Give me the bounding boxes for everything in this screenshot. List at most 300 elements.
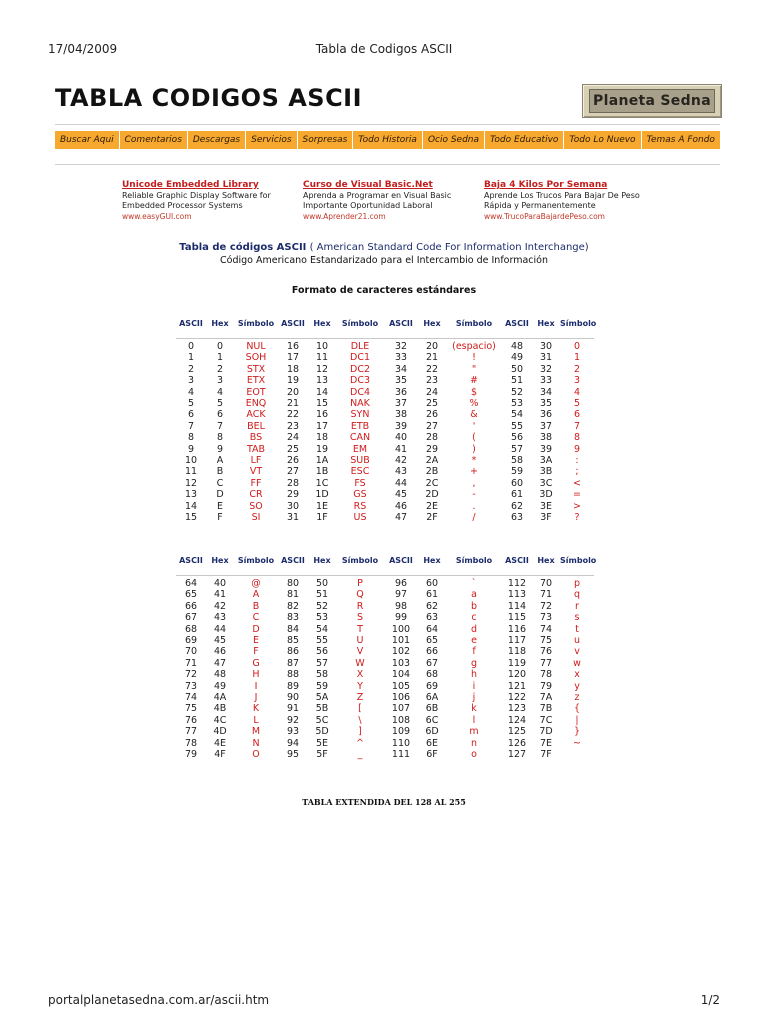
hex-code-cell: 5D: [315, 726, 329, 738]
ascii-code-cell: 27: [286, 466, 300, 478]
hex-code-cell: 2A: [425, 455, 439, 467]
symbol-cell: ): [472, 443, 476, 455]
ascii-code-cell: 11: [184, 466, 198, 478]
symbol-cell: [: [358, 703, 362, 715]
hex-code-cell: 59: [315, 680, 329, 692]
symbol-cell: DC2: [350, 363, 370, 375]
hex-code-cell: 38: [539, 432, 553, 444]
ascii-code-cell: 74: [184, 692, 198, 704]
ascii-code-cell: 90: [286, 692, 300, 704]
symbol-cell: g: [470, 657, 478, 669]
symbol-cell: STX: [246, 363, 266, 375]
table-row: [176, 398, 594, 409]
hex-code-cell: 10: [315, 341, 329, 352]
column-header: Hex: [537, 319, 555, 328]
ascii-code-cell: 86: [286, 646, 300, 658]
intro-heading-bold: Tabla de códigos ASCII: [179, 242, 307, 253]
hex-code-cell: 4F: [214, 749, 226, 761]
ascii-code-cell: 43: [394, 466, 408, 478]
table-row: [176, 692, 594, 703]
column-header: ASCII: [179, 556, 203, 565]
ascii-code-cell: 3: [187, 375, 195, 387]
hex-code-cell: A: [216, 455, 224, 467]
ascii-code-cell: 70: [184, 646, 198, 658]
table-row: [176, 375, 594, 386]
ascii-code-cell: 92: [286, 714, 300, 726]
hex-code-cell: 41: [213, 589, 227, 601]
nav-item-ocio-sedna[interactable]: Ocio Sedna: [422, 131, 484, 149]
ascii-table-letters: [176, 555, 597, 761]
symbol-cell: VT: [249, 466, 263, 478]
hex-code-cell: 61: [425, 589, 439, 601]
ascii-code-cell: 108: [391, 714, 411, 726]
ascii-code-cell: 95: [286, 749, 300, 761]
symbol-cell: BS: [249, 432, 263, 444]
ascii-code-cell: 49: [510, 352, 524, 364]
hex-code-cell: 5B: [315, 703, 329, 715]
hex-code-cell: 76: [539, 646, 553, 658]
symbol-cell: 0: [573, 341, 581, 352]
symbol-cell: \: [358, 714, 362, 726]
intro-heading: [0, 242, 768, 253]
nav-item-todo-educativo[interactable]: Todo Educativo: [484, 131, 563, 149]
ascii-code-cell: 75: [184, 703, 198, 715]
ascii-code-cell: 23: [286, 420, 300, 432]
ascii-code-cell: 29: [286, 489, 300, 501]
symbol-cell: z: [574, 692, 580, 704]
ascii-code-cell: 50: [510, 363, 524, 375]
symbol-cell: G: [252, 657, 260, 669]
table-row: [176, 341, 594, 352]
symbol-cell: @: [251, 578, 261, 589]
hex-code-cell: 15: [315, 398, 329, 410]
symbol-cell: 5: [573, 398, 581, 410]
hex-code-cell: B: [216, 466, 224, 478]
symbol-cell: ]: [358, 726, 362, 738]
nav-item-todo-historia[interactable]: Todo Historia: [352, 131, 422, 149]
symbol-cell: ESC: [350, 466, 370, 478]
hex-code-cell: 23: [425, 375, 439, 387]
hex-code-cell: 33: [539, 375, 553, 387]
ad-title-link[interactable]: Baja 4 Kilos Por Semana: [484, 180, 608, 190]
column-header: Símbolo: [237, 319, 275, 328]
ascii-code-cell: 21: [286, 398, 300, 410]
table-row: [176, 681, 594, 692]
hex-code-cell: F: [217, 512, 223, 524]
hex-code-cell: 3F: [540, 512, 552, 524]
ascii-code-cell: 40: [394, 432, 408, 444]
symbol-cell: ACK: [246, 409, 266, 421]
ascii-code-cell: 78: [184, 737, 198, 749]
ad-item: [122, 180, 300, 221]
symbol-cell: EOT: [246, 386, 266, 398]
ascii-code-cell: 89: [286, 680, 300, 692]
hex-code-cell: 6E: [425, 737, 439, 749]
symbol-cell: &: [470, 409, 478, 421]
table-row: [176, 466, 594, 477]
symbol-cell: DLE: [350, 341, 370, 352]
symbol-cell: DC1: [350, 352, 370, 364]
ascii-code-cell: 8: [187, 432, 195, 444]
symbol-cell: s: [574, 612, 580, 624]
ascii-code-cell: 64: [184, 578, 198, 589]
symbol-cell: ETB: [350, 420, 370, 432]
ascii-code-cell: 119: [507, 657, 527, 669]
hex-code-cell: 40: [213, 578, 227, 589]
hex-code-cell: 44: [213, 623, 227, 635]
symbol-cell: +: [470, 466, 478, 478]
ad-url-link[interactable]: www.Aprender21.com: [303, 212, 386, 221]
ascii-code-cell: 36: [394, 386, 408, 398]
hex-code-cell: 43: [213, 612, 227, 624]
symbol-cell: %: [469, 398, 479, 410]
hex-code-cell: 74: [539, 623, 553, 635]
column-header: Símbolo: [341, 556, 379, 565]
symbol-cell: 3: [573, 375, 581, 387]
ascii-code-cell: 84: [286, 623, 300, 635]
symbol-cell: Z: [356, 692, 364, 704]
ascii-code-cell: 101: [391, 635, 411, 647]
hex-code-cell: 58: [315, 669, 329, 681]
hex-code-cell: 2B: [425, 466, 439, 478]
table-row: [176, 501, 594, 512]
ascii-code-cell: 63: [510, 512, 524, 524]
hex-code-cell: 1C: [315, 477, 329, 489]
hex-code-cell: 20: [425, 341, 439, 352]
symbol-cell: C: [252, 612, 260, 624]
hex-code-cell: 53: [315, 612, 329, 624]
table-row: [176, 669, 594, 680]
symbol-cell: d: [470, 623, 478, 635]
symbol-cell: 6: [573, 409, 581, 421]
symbol-cell: #: [470, 375, 478, 387]
symbol-cell: 9: [573, 443, 581, 455]
ascii-code-cell: 126: [507, 737, 527, 749]
symbol-cell: m: [469, 726, 479, 738]
column-header: ASCII: [505, 319, 529, 328]
ascii-code-cell: 72: [184, 669, 198, 681]
ascii-code-cell: 52: [510, 386, 524, 398]
ascii-code-cell: 31: [286, 512, 300, 524]
symbol-cell: SUB: [350, 455, 370, 467]
nav-bar: [55, 131, 720, 149]
symbol-cell: :: [575, 455, 579, 467]
ascii-code-cell: 34: [394, 363, 408, 375]
ascii-code-cell: 24: [286, 432, 300, 444]
intro-heading-rest: ( American Standard Code For Information Interchange): [306, 242, 589, 253]
ascii-code-cell: 110: [391, 737, 411, 749]
ascii-code-cell: 104: [391, 669, 411, 681]
column-header: ASCII: [179, 319, 203, 328]
table-row: [176, 364, 594, 375]
ascii-code-cell: 105: [391, 680, 411, 692]
ad-title-link[interactable]: Unicode Embedded Library: [122, 180, 259, 190]
symbol-cell: X: [356, 669, 364, 681]
hex-code-cell: 7E: [539, 737, 553, 749]
ascii-code-cell: 9: [187, 443, 195, 455]
hex-code-cell: 73: [539, 612, 553, 624]
column-header: Hex: [313, 556, 331, 565]
nav-item-descargas[interactable]: Descargas: [187, 131, 245, 149]
hex-code-cell: 3: [216, 375, 224, 387]
hex-code-cell: 65: [425, 635, 439, 647]
hex-code-cell: 4: [216, 386, 224, 398]
ascii-table-standard: [176, 318, 597, 524]
hex-code-cell: 24: [425, 386, 439, 398]
symbol-cell: =: [573, 489, 581, 501]
hex-code-cell: 62: [425, 600, 439, 612]
hex-code-cell: 5E: [315, 737, 329, 749]
symbol-cell: u: [573, 635, 581, 647]
symbol-cell: 7: [573, 420, 581, 432]
symbol-cell: SOH: [245, 352, 267, 364]
hex-code-cell: 25: [425, 398, 439, 410]
table-row: [176, 455, 594, 466]
ascii-code-cell: 121: [507, 680, 527, 692]
hex-code-cell: 31: [539, 352, 553, 364]
ascii-code-cell: 55: [510, 420, 524, 432]
hex-code-cell: 2F: [426, 512, 438, 524]
symbol-cell: Y: [357, 680, 363, 692]
hex-code-cell: 47: [213, 657, 227, 669]
hex-code-cell: 2C: [425, 477, 439, 489]
hex-code-cell: C: [216, 477, 224, 489]
hex-code-cell: 60: [425, 578, 439, 589]
table-row: [176, 646, 594, 657]
hex-code-cell: 54: [315, 623, 329, 635]
symbol-cell: F: [253, 646, 259, 658]
symbol-cell: `: [471, 578, 477, 589]
ascii-code-cell: 124: [507, 714, 527, 726]
symbol-cell: !: [472, 352, 476, 364]
hex-code-cell: 7: [216, 420, 224, 432]
symbol-cell: GS: [353, 489, 367, 501]
ascii-code-cell: 79: [184, 749, 198, 761]
ascii-code-cell: 14: [184, 500, 198, 512]
footer-page-number: 1/2: [700, 993, 720, 1007]
ascii-code-cell: 127: [507, 749, 527, 761]
symbol-cell: {: [573, 703, 581, 715]
nav-item-temas-a-fondo[interactable]: Temas A Fondo: [641, 131, 720, 149]
column-header: Símbolo: [455, 556, 493, 565]
symbol-cell: N: [252, 737, 260, 749]
nav-item-sorpresas[interactable]: Sorpresas: [297, 131, 353, 149]
ascii-code-cell: 4: [187, 386, 195, 398]
symbol-cell: EM: [352, 443, 368, 455]
ascii-code-cell: 41: [394, 443, 408, 455]
nav-item-todo-lo-nuevo[interactable]: Todo Lo Nuevo: [563, 131, 640, 149]
ascii-code-cell: 81: [286, 589, 300, 601]
ascii-code-cell: 125: [507, 726, 527, 738]
hex-code-cell: 46: [213, 646, 227, 658]
symbol-cell: o: [471, 749, 477, 761]
symbol-cell: <: [573, 477, 581, 489]
column-header: ASCII: [281, 556, 305, 565]
hex-code-cell: 4D: [213, 726, 227, 738]
symbol-cell: ~: [573, 737, 581, 749]
ad-url-link[interactable]: www.easyGUI.com: [122, 212, 192, 221]
table-row: [176, 352, 594, 363]
ascii-code-cell: 54: [510, 409, 524, 421]
table-row: [176, 387, 594, 398]
hex-code-cell: 52: [315, 600, 329, 612]
hex-code-cell: 4E: [213, 737, 227, 749]
hex-code-cell: 71: [539, 589, 553, 601]
ascii-code-cell: 47: [394, 512, 408, 524]
symbol-cell: y: [574, 680, 580, 692]
hex-code-cell: 28: [425, 432, 439, 444]
table-row: [176, 489, 594, 500]
divider: [55, 124, 720, 125]
column-header: Símbolo: [455, 319, 493, 328]
symbol-cell: I: [254, 680, 258, 692]
hex-code-cell: 7F: [540, 749, 552, 761]
symbol-cell: E: [252, 635, 259, 647]
symbol-cell: |: [575, 714, 579, 726]
hex-code-cell: 67: [425, 657, 439, 669]
hex-code-cell: 42: [213, 600, 227, 612]
hex-code-cell: 29: [425, 443, 439, 455]
hex-code-cell: 2D: [425, 489, 439, 501]
ad-url-link[interactable]: www.TrucoParaBajardePeso.com: [484, 212, 605, 221]
ascii-code-cell: 103: [391, 657, 411, 669]
symbol-cell: US: [353, 512, 367, 524]
ascii-code-cell: 99: [394, 612, 408, 624]
column-header: ASCII: [281, 319, 305, 328]
ascii-code-cell: 30: [286, 500, 300, 512]
symbol-cell: (espacio): [452, 341, 496, 352]
hex-code-cell: 21: [425, 352, 439, 364]
symbol-cell: CAN: [349, 432, 371, 444]
ascii-code-cell: 15: [184, 512, 198, 524]
table-row: [176, 738, 594, 749]
symbol-cell: a: [471, 589, 477, 601]
hex-code-cell: 66: [425, 646, 439, 658]
ascii-code-cell: 109: [391, 726, 411, 738]
hex-code-cell: 19: [315, 443, 329, 455]
symbol-cell: 2: [573, 363, 581, 375]
symbol-cell: l: [472, 714, 476, 726]
ascii-code-cell: 1: [187, 352, 195, 364]
footer-url: portalplanetasedna.com.ar/ascii.htm: [48, 993, 270, 1007]
print-date: 17/04/2009: [48, 42, 118, 56]
ad-item: [303, 180, 481, 221]
symbol-cell: e: [471, 635, 477, 647]
hex-code-cell: 49: [213, 680, 227, 692]
ascii-code-cell: 91: [286, 703, 300, 715]
symbol-cell: /: [472, 512, 476, 524]
ascii-code-cell: 117: [507, 635, 527, 647]
hex-code-cell: 4C: [213, 714, 227, 726]
hex-code-cell: 72: [539, 600, 553, 612]
symbol-cell: R: [356, 600, 364, 612]
ascii-code-cell: 61: [510, 489, 524, 501]
ascii-code-cell: 42: [394, 455, 408, 467]
column-header: Hex: [211, 556, 229, 565]
ascii-code-cell: 82: [286, 600, 300, 612]
hex-code-cell: 30: [539, 341, 553, 352]
table-row: [176, 726, 594, 737]
ascii-code-cell: 93: [286, 726, 300, 738]
table-row: [176, 478, 594, 489]
hex-code-cell: 3E: [539, 500, 553, 512]
ascii-code-cell: 22: [286, 409, 300, 421]
ascii-code-cell: 20: [286, 386, 300, 398]
symbol-cell: DC3: [350, 375, 370, 387]
symbol-cell: NUL: [246, 341, 266, 352]
column-header: ASCII: [389, 556, 413, 565]
table-row: [176, 578, 594, 589]
column-header: ASCII: [505, 556, 529, 565]
hex-code-cell: D: [216, 489, 224, 501]
ascii-code-cell: 60: [510, 477, 524, 489]
page-title: TABLA CODIGOS ASCII: [55, 84, 363, 112]
ascii-code-cell: 56: [510, 432, 524, 444]
symbol-cell: _: [357, 749, 363, 761]
ascii-code-cell: 13: [184, 489, 198, 501]
symbol-cell: x: [574, 669, 580, 681]
hex-code-cell: 48: [213, 669, 227, 681]
hex-code-cell: 8: [216, 432, 224, 444]
ascii-code-cell: 19: [286, 375, 300, 387]
print-title: Tabla de Codigos ASCII: [315, 42, 453, 56]
hex-code-cell: 1D: [315, 489, 329, 501]
ascii-code-cell: 62: [510, 500, 524, 512]
hex-code-cell: 69: [425, 680, 439, 692]
ascii-code-cell: 76: [184, 714, 198, 726]
nav-item-comentarios[interactable]: Comentarios: [119, 131, 187, 149]
symbol-cell: ;: [575, 466, 579, 478]
table-row: [176, 635, 594, 646]
ascii-code-cell: 37: [394, 398, 408, 410]
symbol-cell: ?: [574, 512, 580, 524]
ad-title-link[interactable]: Curso de Visual Basic.Net: [303, 180, 433, 190]
ascii-code-cell: 113: [507, 589, 527, 601]
hex-code-cell: 7D: [539, 726, 553, 738]
hex-code-cell: 35: [539, 398, 553, 410]
symbol-cell: ETX: [246, 375, 266, 387]
symbol-cell: FS: [354, 477, 366, 489]
ascii-code-cell: 66: [184, 600, 198, 612]
symbol-cell: v: [574, 646, 580, 658]
ascii-code-cell: 58: [510, 455, 524, 467]
nav-item-servicios[interactable]: Servicios: [245, 131, 296, 149]
symbol-cell: 8: [573, 432, 581, 444]
column-header: Hex: [423, 556, 441, 565]
hex-code-cell: 63: [425, 612, 439, 624]
symbol-cell: }: [573, 726, 581, 738]
hex-code-cell: 36: [539, 409, 553, 421]
symbol-cell: (: [472, 432, 476, 444]
symbol-cell: ": [471, 363, 477, 375]
column-header: Símbolo: [237, 556, 275, 565]
ascii-code-cell: 33: [394, 352, 408, 364]
hex-code-cell: 9: [216, 443, 224, 455]
symbol-cell: M: [251, 726, 261, 738]
ascii-code-cell: 26: [286, 455, 300, 467]
ascii-code-cell: 68: [184, 623, 198, 635]
planeta-sedna-logo[interactable]: [582, 84, 722, 118]
ascii-code-cell: 102: [391, 646, 411, 658]
ascii-code-cell: 77: [184, 726, 198, 738]
ascii-code-cell: 65: [184, 589, 198, 601]
ascii-code-cell: 35: [394, 375, 408, 387]
nav-item-buscar-aqui[interactable]: Buscar Aqui: [59, 135, 114, 145]
ascii-code-cell: 97: [394, 589, 408, 601]
symbol-cell: RS: [353, 500, 367, 512]
hex-code-cell: 56: [315, 646, 329, 658]
intro-subheading: Código Americano Estandarizado para el Intercambio de Información: [220, 255, 548, 266]
